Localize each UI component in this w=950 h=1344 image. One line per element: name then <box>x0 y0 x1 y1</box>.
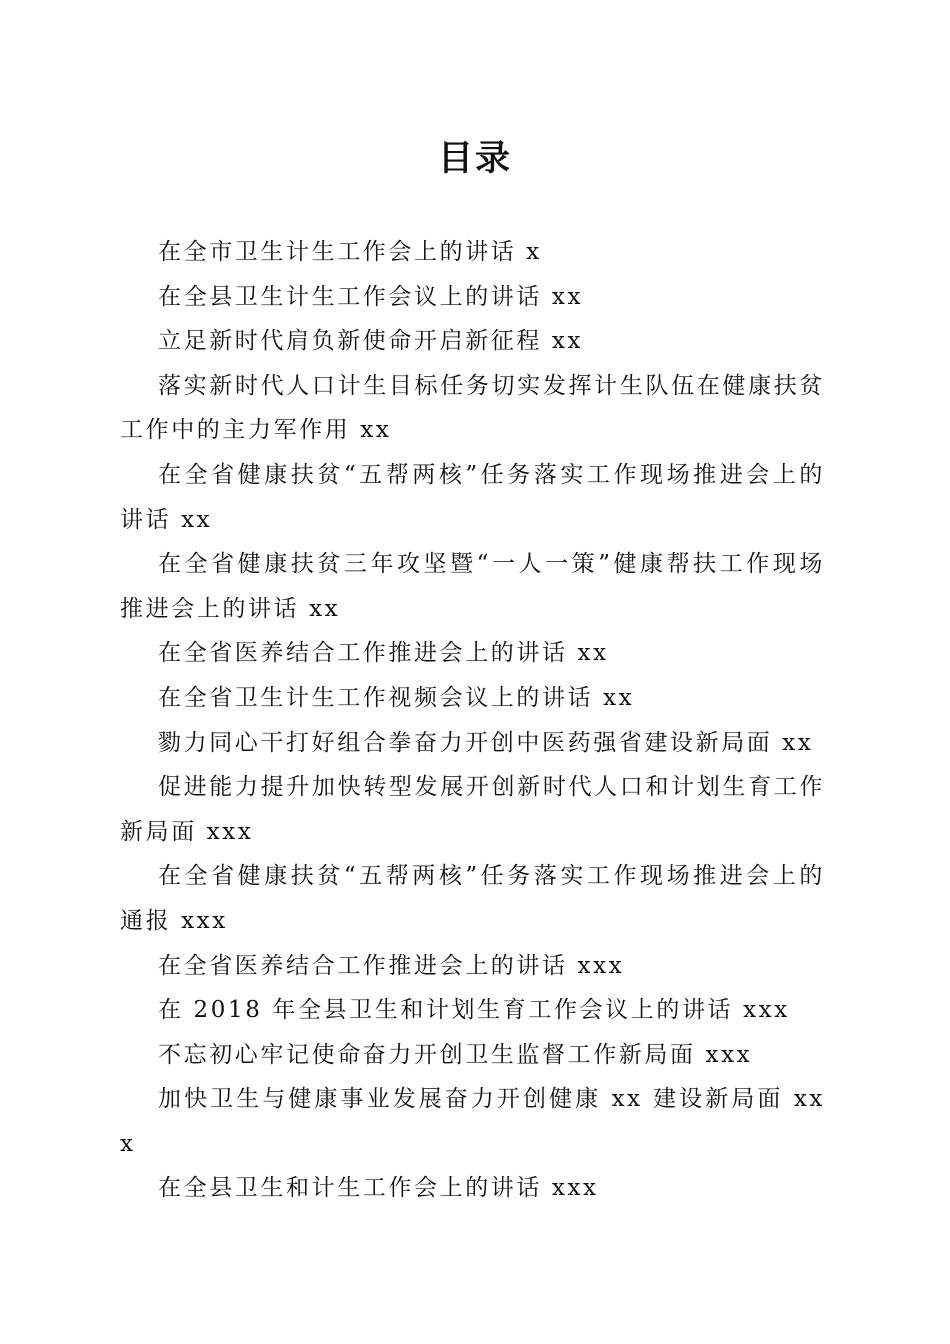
toc-title: 目录 <box>437 138 512 179</box>
toc-entry[interactable]: 勠力同心干打好组合拳奋力开创中医药强省建设新局面 xx <box>158 729 814 756</box>
toc-entry[interactable]: 不忘初心牢记使命奋力开创卫生监督工作新局面 xxx <box>158 1041 753 1068</box>
toc-entry[interactable]: 在全省健康扶贫“五帮两核”任务落实工作现场推进会上的讲话 xx <box>120 461 825 533</box>
toc-entry[interactable]: 在全县卫生计生工作会议上的讲话 xx <box>158 283 584 310</box>
table-of-contents <box>120 230 825 1211</box>
toc-entry[interactable]: 在全市卫生计生工作会上的讲话 x <box>158 239 542 265</box>
toc-entry[interactable]: 在全省医养结合工作推进会上的讲话 xx <box>158 640 609 667</box>
toc-entry[interactable]: 在全省健康扶贫三年攻坚暨“一人一策”健康帮扶工作现场推进会上的讲话 xx <box>120 551 825 622</box>
toc-entry[interactable]: 在全省健康扶贫“五帮两核”任务落实工作现场推进会上的通报 xxx <box>120 863 825 934</box>
toc-entry[interactable]: 在全省卫生计生工作视频会议上的讲话 xx <box>158 684 635 711</box>
toc-entry[interactable]: 在 2018 年全县卫生和计划生育工作会议上的讲话 xxx <box>158 997 790 1024</box>
toc-entry[interactable]: 在全省医养结合工作推进会上的讲话 xxx <box>158 952 625 979</box>
toc-entry[interactable]: 在全县卫生和计生工作会上的讲话 xxx <box>158 1175 599 1202</box>
toc-entry[interactable]: 落实新时代人口计生目标任务切实发挥计生队伍在健康扶贫工作中的主力军作用 xx <box>120 372 825 444</box>
toc-entry[interactable]: 促进能力提升加快转型发展开创新时代人口和计划生育工作新局面 xxx <box>120 774 825 845</box>
toc-entry[interactable]: 立足新时代肩负新使命开启新征程 xx <box>158 328 584 355</box>
toc-entry[interactable]: 加快卫生与健康事业发展奋力开创健康 xx 建设新局面 xxx <box>120 1086 825 1157</box>
